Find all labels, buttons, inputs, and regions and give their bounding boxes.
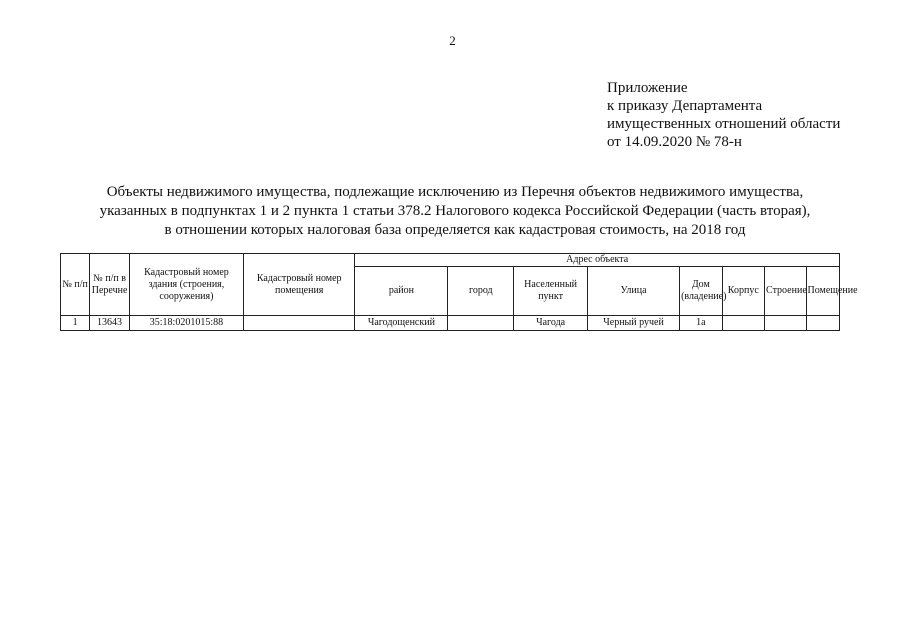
header-address-group: Адрес объекта <box>355 254 840 267</box>
page-number: 2 <box>449 33 456 48</box>
cell-list-num: 13643 <box>90 316 129 331</box>
header-building: Корпус <box>722 267 764 316</box>
header-structure: Строение <box>765 267 806 316</box>
title-line: Объекты недвижимого имущества, подлежащие исключению из Перечня объектов недвижимого имущества, <box>106 184 804 200</box>
header-house: Дом (владение) <box>680 267 722 316</box>
header-num: № п/п <box>61 254 90 316</box>
appendix-block <box>607 79 840 151</box>
appendix-line: имущественных отношений области <box>607 116 841 132</box>
header-room-cadastral: Кадастровый номер помещения <box>244 254 355 316</box>
header-building-cadastral: Кадастровый номер здания (строения, сооружения) <box>129 254 243 316</box>
header-city: город <box>448 267 514 316</box>
cell-building <box>722 316 764 331</box>
cell-street: Черный ручей <box>588 316 680 331</box>
document-title <box>40 183 870 240</box>
cell-num: 1 <box>61 316 90 331</box>
title-line: в отношении которых налоговая база определяется как кадастровая стоимость, на 2018 год <box>164 222 746 238</box>
objects-table <box>60 253 858 331</box>
cell-district: Чагодощенский <box>355 316 448 331</box>
cell-room-cadastral <box>244 316 355 331</box>
table-row <box>61 316 840 331</box>
header-premises: Помещение <box>806 267 840 316</box>
appendix-line: от 14.09.2020 № 78-н <box>607 134 742 150</box>
cell-premises <box>806 316 840 331</box>
header-district: район <box>355 267 448 316</box>
title-line: указанных в подпунктах 1 и 2 пункта 1 статьи 378.2 Налогового кодекса Российской Федерации (часть вторая), <box>99 203 811 219</box>
header-list-num: № п/п в Перечне <box>90 254 129 316</box>
cell-structure <box>765 316 806 331</box>
cell-settlement: Чагода <box>514 316 588 331</box>
cell-city <box>448 316 514 331</box>
header-settlement: Населенный пункт <box>514 267 588 316</box>
cell-building-cadastral: 35:18:0201015:88 <box>129 316 243 331</box>
appendix-line: к приказу Департамента <box>607 98 763 114</box>
cell-house: 1а <box>680 316 722 331</box>
header-street: Улица <box>588 267 680 316</box>
appendix-line: Приложение <box>607 80 688 96</box>
